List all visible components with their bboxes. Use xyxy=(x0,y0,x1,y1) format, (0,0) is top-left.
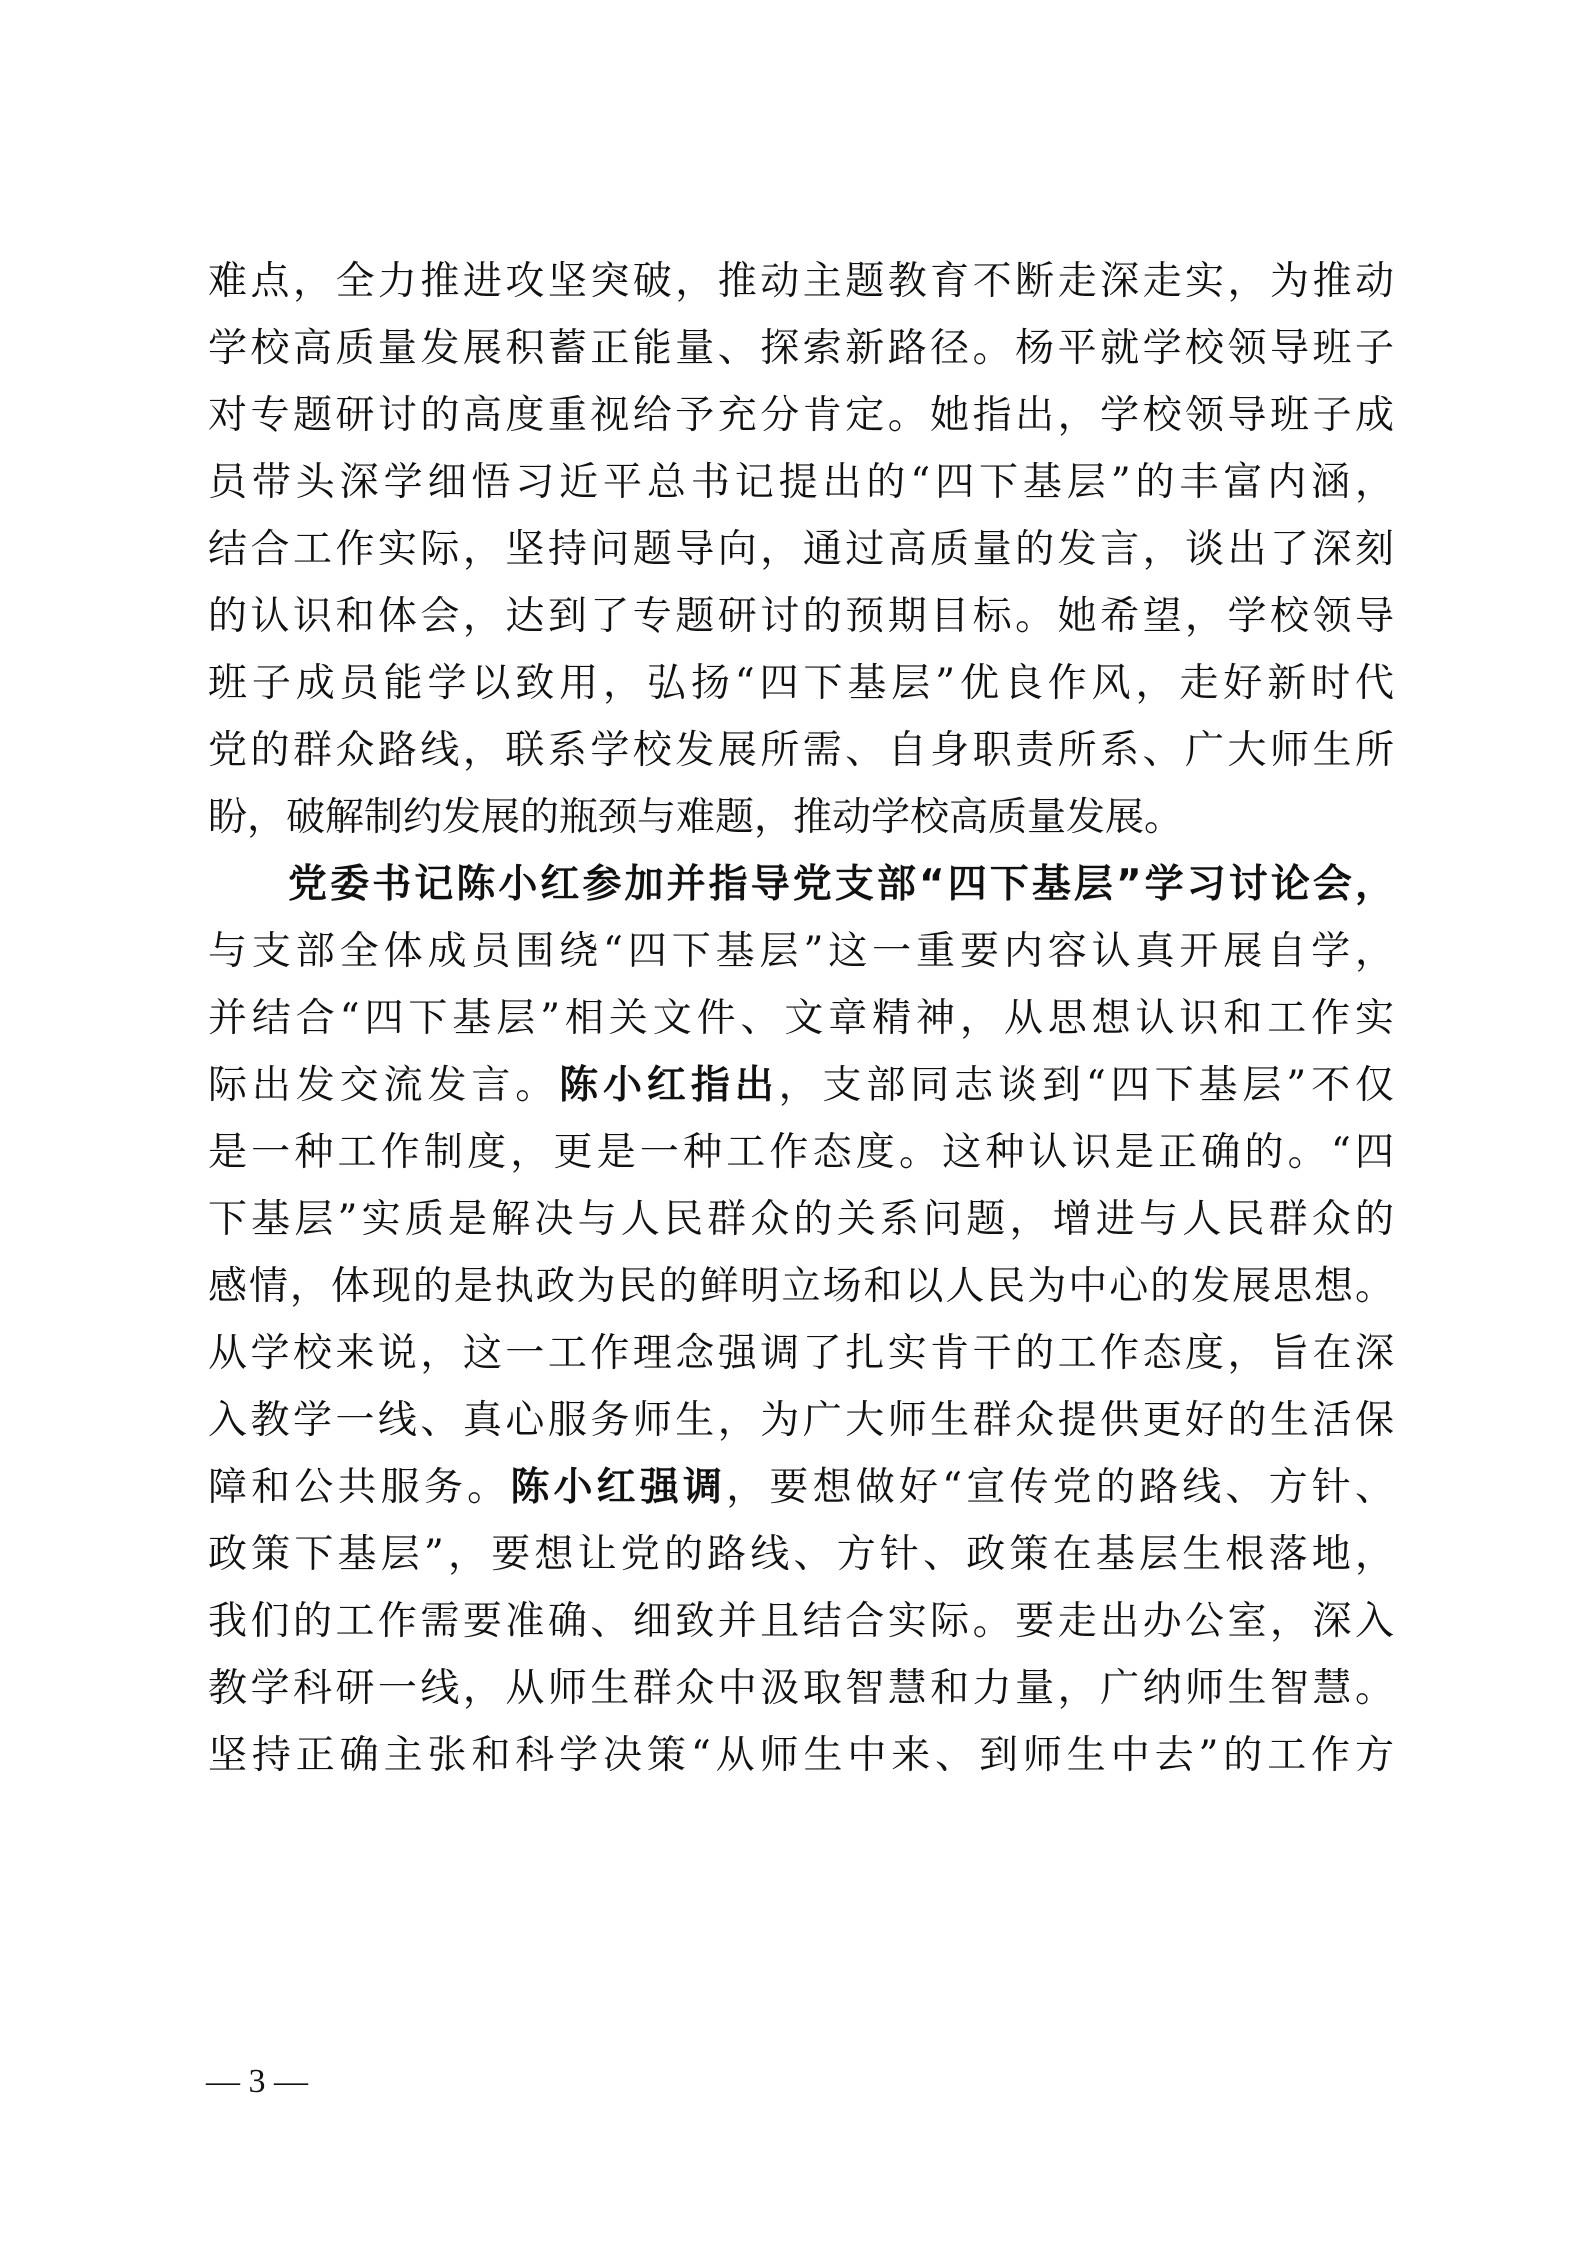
text-line: 政策下基层”，要想让党的路线、方针、政策在基层生根落地， xyxy=(208,1532,1394,1577)
text-run: 障和公共服务。 xyxy=(208,1465,511,1510)
text-line: 教学科研一线，从师生群众中汲取智慧和力量，广纳师生智慧。 xyxy=(208,1666,1394,1711)
text-line: 学校高质量发展积蓄正能量、探索新路径。杨平就学校领导班子 xyxy=(208,326,1394,371)
text-line: 我们的工作需要准确、细致并且结合实际。要走出办公室，深入 xyxy=(208,1599,1394,1644)
text-line: 的认识和体会，达到了专题研讨的预期目标。她希望，学校领导 xyxy=(208,594,1394,639)
text-line: 入教学一线、真心服务师生，为广大师生群众提供更好的生活保 xyxy=(208,1398,1394,1443)
text-line: 党的群众路线，联系学校发展所需、自身职责所系、广大师生所 xyxy=(208,728,1394,773)
text-line: 是一种工作制度，更是一种工作态度。这种认识是正确的。“四 xyxy=(208,1130,1394,1175)
text-run: ，支部同志谈到“四下基层”不仅 xyxy=(778,1063,1394,1108)
text-line-mixed xyxy=(208,1052,1394,1119)
text-line: 班子成员能学以致用，弘扬“四下基层”优良作风，走好新时代 xyxy=(208,661,1394,706)
bold-phrase: 陈小红强调 xyxy=(510,1465,727,1510)
text-line: 盼，破解制约发展的瓶颈与难题，推动学校高质量发展。 xyxy=(208,795,1184,840)
text-line: 对专题研讨的高度重视给予充分肯定。她指出，学校领导班子成 xyxy=(208,393,1394,438)
text-line: 员带头深学细悟习近平总书记提出的“四下基层”的丰富内涵， xyxy=(208,460,1394,505)
text-line: 与支部全体成员围绕“四下基层”这一重要内容认真开展自学， xyxy=(208,929,1394,974)
paragraph-lead-bold: 党委书记陈小红参加并指导党支部“四下基层”学习讨论会， xyxy=(288,862,1394,907)
page-number: — 3 — xyxy=(206,2063,308,2100)
document-body xyxy=(208,248,1394,1789)
text-line: 结合工作实际，坚持问题导向，通过高质量的发言，谈出了深刻 xyxy=(208,527,1394,572)
text-line: 感情，体现的是执政为民的鲜明立场和以人民为中心的发展思想。 xyxy=(208,1264,1394,1309)
bold-phrase: 陈小红指出 xyxy=(559,1063,779,1108)
text-run: ，要想做好“宣传党的路线、方针、 xyxy=(726,1465,1394,1510)
text-line: 从学校来说，这一工作理念强调了扎实肯干的工作态度，旨在深 xyxy=(208,1331,1394,1376)
text-line: 下基层”实质是解决与人民群众的关系问题，增进与人民群众的 xyxy=(208,1197,1394,1242)
text-line: 坚持正确主张和科学决策“从师生中来、到师生中去”的工作方 xyxy=(208,1733,1394,1778)
text-line: 并结合“四下基层”相关文件、文章精神，从思想认识和工作实 xyxy=(208,996,1394,1041)
text-line: 难点，全力推进攻坚突破，推动主题教育不断走深走实，为推动 xyxy=(208,259,1394,304)
paragraph-1 xyxy=(208,248,1394,851)
text-line-mixed xyxy=(208,1454,1394,1521)
paragraph-2 xyxy=(208,851,1394,1789)
text-run: 际出发交流发言。 xyxy=(208,1063,560,1108)
